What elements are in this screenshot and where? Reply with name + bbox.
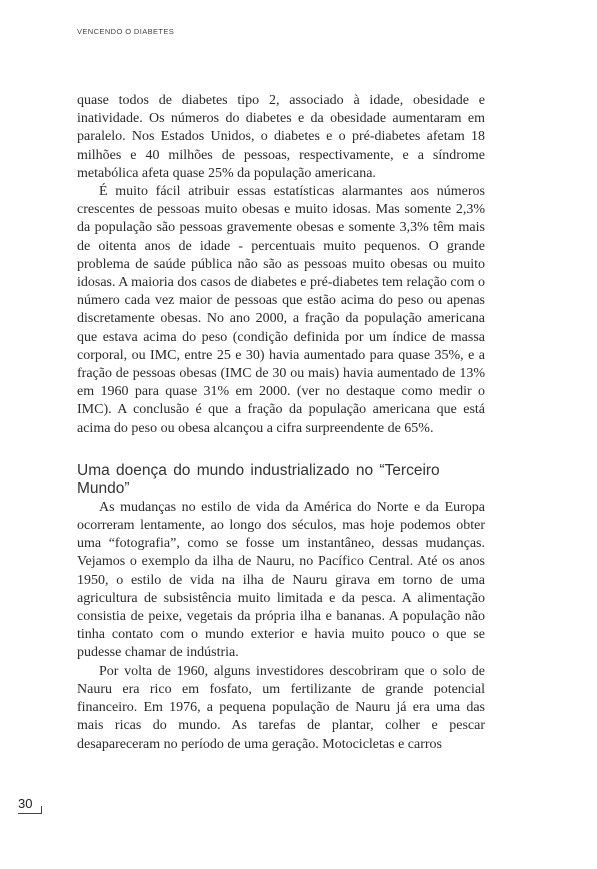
- paragraph-statistics: É muito fácil atribuir essas estatísticas alarmantes aos números crescentes de pessoas muito obesas e muito idosas. Mas somente 2,3% da população são pessoas gravemente obesas e somente 3,3% têm mais de oitenta anos de idade - percentuais muito pequenos. O grande problema de saúde pública não são as pessoas muito obesas ou muito idosas. A maioria dos casos de diabetes e pré-diabetes tem relação com o número cada vez maior de pessoas que estão acima do peso ou apenas discretamente obesas. No ano 2000, a fração da população americana que estava acima do peso (condição definida por um índice de massa corporal, ou IMC, entre 25 e 30) havia aumentado para quase 35%, e a fração de pessoas obesas (IMC de 30 ou mais) havia aumentado de 13% em 1960 para quase 31% em 2000. (ver no destaque como medir o IMC). A conclusão é que a fração da população americana que está acima do peso ou obesa alcançou a cifra surpreendente de 65%.: [77, 184, 485, 436]
- running-header: VENCENDO O DIABETES: [77, 27, 175, 36]
- paragraph-continued: quase todos de diabetes tipo 2, associado à idade, obesidade e inatividade. Os números do diabetes e da obesidade aumentaram em paralelo. Nos Estados Unidos, o diabetes e o pré-diabetes afetam 18 milhões e 40 milhões de pessoas, respectivamente, e a síndrome metabólica afeta quase 25% da população americana.: [77, 93, 485, 181]
- body-text: [77, 92, 485, 754]
- paragraph-nauru-lifestyle: As mudanças no estilo de vida da América do Norte e da Europa ocorreram lentamente, ao longo dos séculos, mas hoje podemos obter uma “fotografia”, como se fosse um instantâneo, dessas mudanças. Vejamos o exemplo da ilha de Nauru, no Pacífico Central. Até os anos 1950, o estilo de vida na ilha de Nauru girava em torno de uma agricultura de subsistência muito limitada e da pesca. A alimentação consistia de peixe, vegetais da própria ilha e bananas. A população não tinha contato com o mundo exterior e havia muito pouco o que se pudesse chamar de indústria.: [77, 499, 485, 661]
- section-heading: Uma doença do mundo industrializado no “Terceiro Mundo”: [77, 461, 440, 498]
- page-number: 30: [18, 796, 42, 814]
- paragraph-nauru-wealth: Por volta de 1960, alguns investidores descobriram que o solo de Nauru era rico em fosfato, um fertilizante de grande potencial financeiro. Em 1976, a pequena população de Nauru já era uma das mais ricas do mundo. As tarefas de plantar, colher e pescar desapareceram no período de uma geração. Motocicletas e carros: [77, 663, 485, 752]
